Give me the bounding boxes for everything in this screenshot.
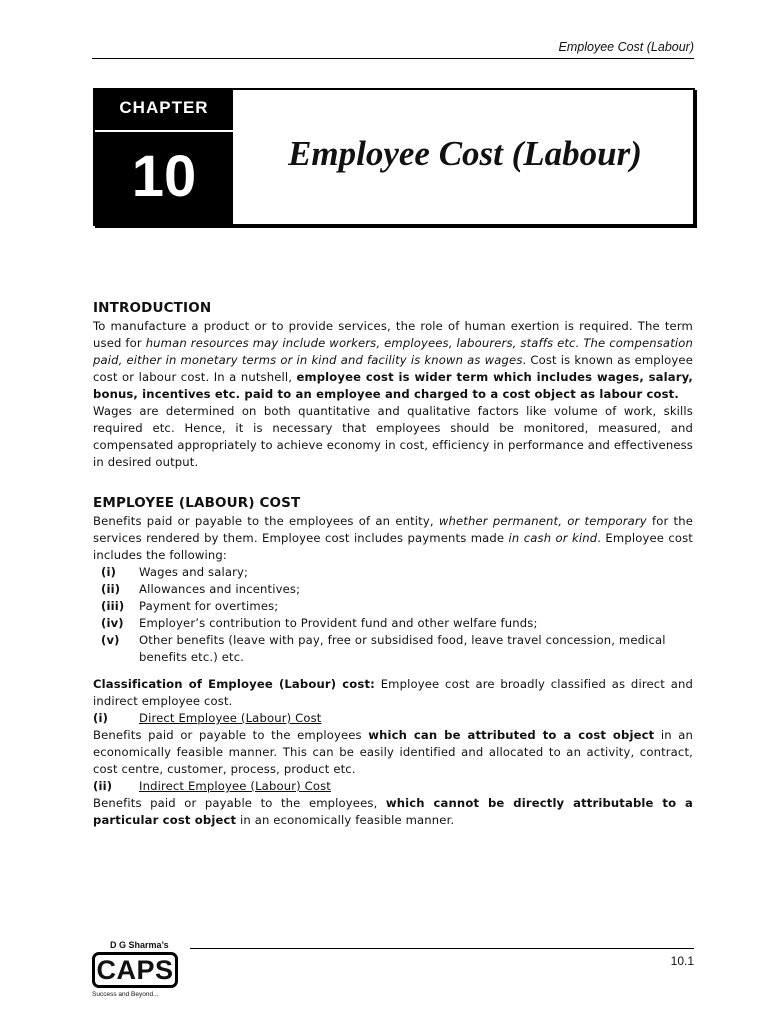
intro-text: To manufacture a product or to provide services, the role of human exertion is required. The term used for [93, 319, 693, 350]
introduction-paragraph-2: Wages are determined on both quantitative and qualitative factors like volume of work, skills required etc. Hence, it is necessary that employees should be monitored, measured, and compensated appropriately to achieve economy in cost, efficiency in performance and effectiveness in desired output. [93, 404, 693, 469]
logo-tagline: Success and Beyond... [92, 991, 159, 998]
employee-cost-paragraph [93, 513, 693, 564]
page-content [93, 298, 693, 829]
chapter-banner [93, 88, 695, 226]
classification-lead: Classification of Employee (Labour) cost: [93, 677, 375, 691]
caps-logo [92, 940, 184, 1004]
list-item-number: (i) [101, 565, 117, 579]
running-header: Employee Cost (Labour) [92, 40, 694, 59]
list-item-text: Employer’s contribution to Provident fund and other welfare funds; [139, 616, 538, 630]
list-item [93, 581, 693, 598]
chapter-title: Employee Cost (Labour) [288, 134, 642, 173]
direct-cost-heading [93, 710, 693, 727]
intro-emphasis: human resources may include workers, employees, labourers, staffs etc. The compensation paid, either in monetary terms or in kind and facility is known as wages [93, 336, 693, 367]
indirect-cost-title: Indirect Employee (Labour) Cost [139, 779, 331, 793]
list-item-number: (ii) [101, 582, 121, 596]
direct-cost-number: (i) [93, 711, 109, 725]
direct-text: in an economically feasible manner. This can be easily identified and allocated to an activity, contract, cost centre, customer, process, product etc. [93, 728, 693, 776]
ec-emphasis: in cash or kind [508, 531, 598, 545]
list-item-text: Allowances and incentives; [139, 582, 301, 596]
classification-paragraph [93, 676, 693, 710]
list-item [93, 632, 693, 666]
ec-text: Benefits paid or payable to the employees of an entity, [93, 514, 439, 528]
intro-text: . Cost is known as employee cost or labour cost. In a nutshell, [93, 353, 693, 384]
page-number: 10.1 [670, 954, 694, 968]
introduction-paragraph-1 [93, 318, 693, 403]
direct-text: Benefits paid or payable to the employees [93, 728, 369, 742]
ec-text: . Employee cost includes the following: [93, 531, 694, 562]
indirect-cost-description [93, 795, 693, 829]
logo-box [92, 952, 178, 988]
introduction-heading: INTRODUCTION [93, 300, 212, 316]
list-item [93, 598, 693, 615]
spacer [93, 471, 693, 493]
chapter-divider [95, 130, 233, 132]
chapter-number: 10 [131, 144, 197, 209]
spacer [93, 666, 693, 676]
indirect-cost-number: (ii) [93, 779, 113, 793]
logo-word: CAPS [96, 955, 174, 985]
direct-cost-description [93, 727, 693, 778]
indirect-cost-heading [93, 778, 693, 795]
indirect-text: in an economically feasible manner. [236, 813, 455, 827]
chapter-block [95, 90, 233, 224]
ec-emphasis: whether permanent, or temporary [438, 514, 647, 528]
list-item-number: (iii) [101, 599, 125, 613]
list-item-text: Payment for overtimes; [139, 599, 279, 613]
indirect-text: Benefits paid or payable to the employees, [93, 796, 386, 810]
direct-bold: which can be attributed to a cost object [368, 728, 655, 742]
list-item [93, 615, 693, 632]
list-item-text: Wages and salary; [139, 565, 249, 579]
footer-rule [190, 948, 694, 949]
employee-cost-list [93, 564, 693, 666]
list-item-number: (iv) [101, 616, 124, 630]
intro-bold: employee cost is wider term which includes wages, salary, bonus, incentives etc. paid to an employee and charged to a cost object as labour cost. [93, 370, 693, 401]
chapter-label: CHAPTER [119, 98, 209, 117]
classification-text: Employee cost are broadly classified as direct and indirect employee cost. [93, 677, 693, 708]
list-item [93, 564, 693, 581]
logo-author: D G Sharma’s [110, 940, 169, 950]
indirect-bold: which cannot be directly attributable to a particular cost object [93, 796, 693, 827]
direct-cost-title: Direct Employee (Labour) Cost [139, 711, 322, 725]
list-item-number: (v) [101, 633, 120, 647]
employee-cost-heading: EMPLOYEE (LABOUR) COST [93, 495, 301, 511]
ec-text: for the services rendered by them. Employee cost includes payments made [93, 514, 693, 545]
list-item-text: Other benefits (leave with pay, free or subsidised food, leave travel concession, medical benefits etc.) etc. [139, 633, 666, 664]
